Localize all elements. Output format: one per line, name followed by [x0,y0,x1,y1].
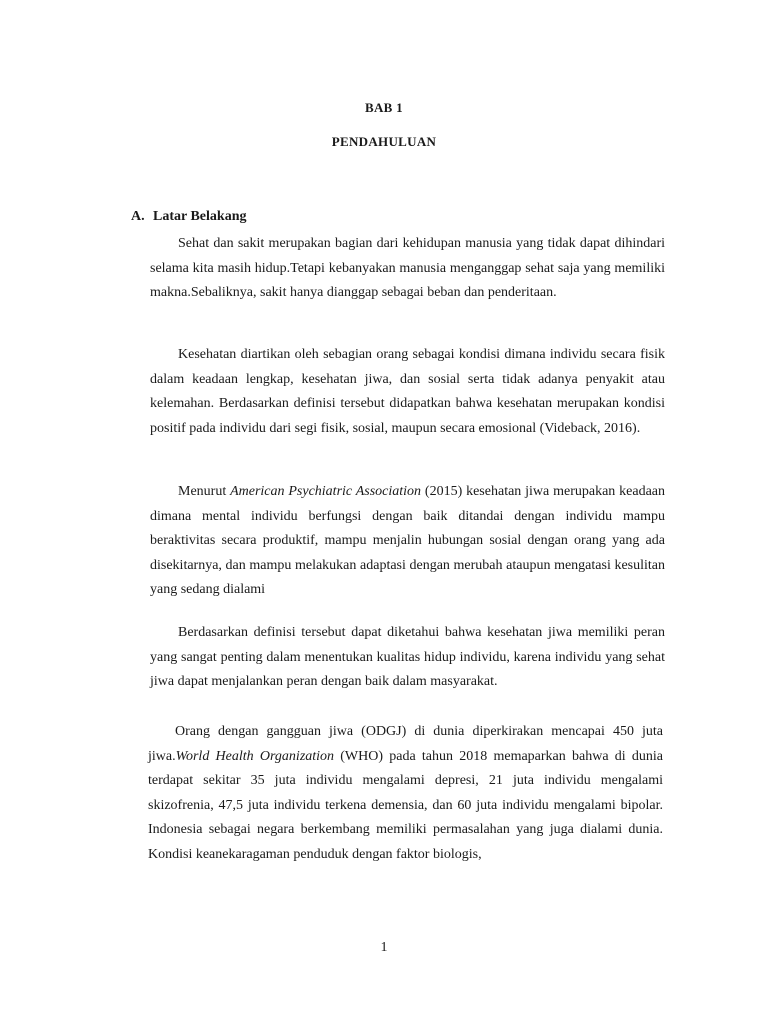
section-heading [131,209,246,225]
paragraph-3-italic: American Psychiatric Association [230,484,422,499]
paragraph-4: Berdasarkan definisi tersebut dapat diketahui bahwa kesehatan jiwa memiliki peran yang sangat penting dalam menentukan kualitas hidup individu, karena individu yang sehat jiwa dapat menjalankan peran dengan baik dalam masyarakat. [150,625,665,689]
paragraph-5-italic: World Health Organization [175,748,335,764]
paragraph-2: Kesehatan diartikan oleh sebagian orang sebagai kondisi dimana individu secara fisik dalam keadaan lengkap, kesehatan jiwa, dan sosial serta tidak adanya penyakit atau kelemahan. Berdasarkan definisi tersebut didapatkan bahwa kesehatan merupakan kondisi positif pada individu dari segi fisik, sosial, maupun secara emosional (Videback, 2016). [150,347,665,436]
paragraph-3 [150,480,665,603]
paragraph-5 [148,720,663,867]
paragraph-3-pre: Menurut [178,484,231,499]
chapter-title: PENDAHULUAN [331,134,437,149]
paragraph-5-pre: Orang dengan gangguan jiwa (ODGJ) di dunia diperkirakan mencapai 450 juta jiwa. [148,724,663,764]
paragraph-1: Sehat dan sakit merupakan bagian dari kehidupan manusia yang tidak dapat dihindari selama kita masih hidup.Tetapi kebanyakan manusia menganggap sehat saja yang memiliki makna.Sebaliknya, sakit hanya dianggap sebagai beban dan penderitaan. [150,236,665,300]
paragraph-5-post: (WHO) pada tahun 2018 memaparkan bahwa di dunia terdapat sekitar 35 juta individu mengalami depresi, 21 juta individu mengalami skizofrenia, 47,5 juta individu terkena demensia, dan 60 juta individu mengalami bipolar. Indonesia sebagai negara berkembang memiliki permasalahan yang juga dialami dunia. Kondisi keanekaragaman penduduk dengan faktor biologis, [148,748,663,862]
page-number: 1 [380,940,388,955]
paragraph-3-post: (2015) kesehatan jiwa merupakan keadaan dimana mental individu berfungsi dengan baik ditandai dengan individu mampu beraktivitas secara produktif, mampu menjalin hubungan sosial dengan orang yang ada disekitarnya, dan mampu melakukan adaptasi dengan merubah ataupun mengatasi kesulitan yang sedang dialami [150,484,666,597]
chapter-number: BAB 1 [365,100,403,115]
section-marker: A. [131,209,145,224]
section-title: Latar Belakang [153,209,247,224]
